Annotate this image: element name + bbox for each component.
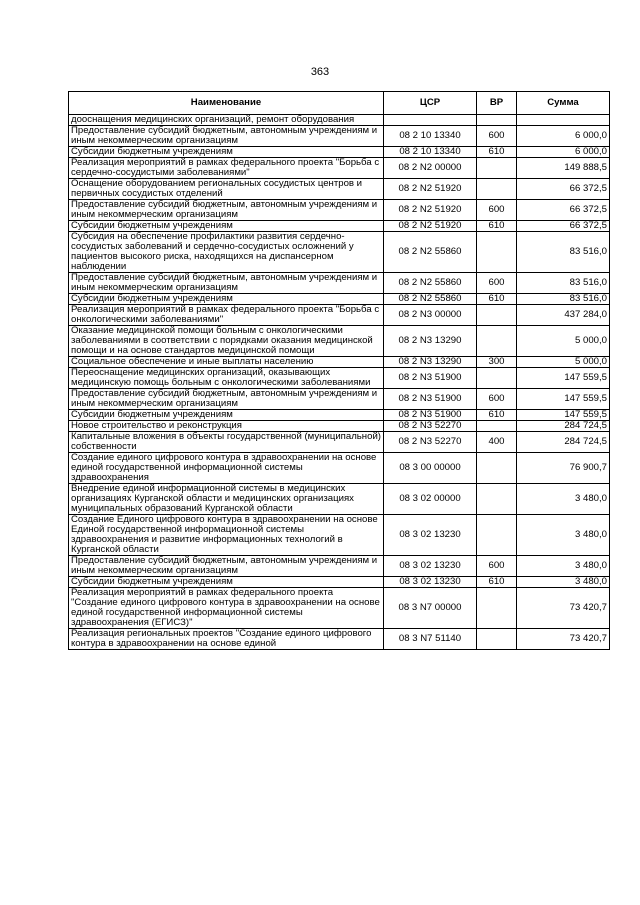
table-row <box>69 588 610 629</box>
row-vr-cell <box>477 158 517 179</box>
row-csr-cell: 08 2 N2 51920 <box>384 179 477 200</box>
row-vr-cell <box>477 368 517 389</box>
row-name-cell: Предоставление субсидий бюджетным, автономным учреждениям и иным некоммерческим организациям <box>69 200 384 221</box>
row-vr-cell: 610 <box>477 147 517 158</box>
row-vr-cell <box>477 453 517 484</box>
row-sum-cell: 73 420,7 <box>517 588 610 629</box>
table-row <box>69 453 610 484</box>
row-vr-cell: 300 <box>477 357 517 368</box>
row-name-cell: Субсидии бюджетным учреждениям <box>69 410 384 421</box>
row-sum-cell: 284 724,5 <box>517 421 610 432</box>
row-sum-cell: 83 516,0 <box>517 232 610 273</box>
row-name-cell: Создание Единого цифрового контура в здравоохранении на основе Единой государственной информационной системы здравоохранения и развитие информационных технологий в Курганской области <box>69 515 384 556</box>
row-sum-cell: 3 480,0 <box>517 577 610 588</box>
row-csr-cell: 08 3 00 00000 <box>384 453 477 484</box>
row-csr-cell: 08 2 10 13340 <box>384 126 477 147</box>
row-csr-cell: 08 2 10 13340 <box>384 147 477 158</box>
row-csr-cell: 08 2 N3 51900 <box>384 368 477 389</box>
row-name-cell: Новое строительство и реконструкция <box>69 421 384 432</box>
row-name-cell: Предоставление субсидий бюджетным, автономным учреждениям и иным некоммерческим организациям <box>69 556 384 577</box>
row-vr-cell <box>477 232 517 273</box>
row-name-cell: Реализация мероприятий в рамках федерального проекта "Создание единого цифрового контура в здравоохранении на основе единой государственной информационной системы здравоохранения (ЕГИСЗ)" <box>69 588 384 629</box>
row-csr-cell: 08 2 N3 52270 <box>384 432 477 453</box>
page-number: 363 <box>310 66 330 78</box>
row-name-cell: Субсидии бюджетным учреждениям <box>69 221 384 232</box>
header-name: Наименование <box>69 92 384 115</box>
row-csr-cell: 08 3 N7 00000 <box>384 588 477 629</box>
row-vr-cell: 610 <box>477 221 517 232</box>
row-sum-cell: 66 372,5 <box>517 200 610 221</box>
table-row <box>69 305 610 326</box>
row-csr-cell: 08 2 N2 55860 <box>384 273 477 294</box>
row-name-cell: Предоставление субсидий бюджетным, автономным учреждениям и иным некоммерческим организациям <box>69 389 384 410</box>
row-vr-cell: 610 <box>477 294 517 305</box>
row-csr-cell: 08 2 N3 13290 <box>384 357 477 368</box>
row-name-cell: Предоставление субсидий бюджетным, автономным учреждениям и иным некоммерческим организациям <box>69 273 384 294</box>
row-csr-cell: 08 2 N3 51900 <box>384 410 477 421</box>
row-name-cell: Реализация региональных проектов "Создание единого цифрового контура в здравоохранении на основе единой <box>69 629 384 650</box>
row-sum-cell: 3 480,0 <box>517 484 610 515</box>
row-vr-cell <box>477 629 517 650</box>
row-name-cell: Субсидии бюджетным учреждениям <box>69 294 384 305</box>
row-sum-cell: 147 559,5 <box>517 389 610 410</box>
row-csr-cell: 08 3 02 00000 <box>384 484 477 515</box>
row-vr-cell: 600 <box>477 126 517 147</box>
row-csr-cell: 08 2 N2 55860 <box>384 232 477 273</box>
row-csr-cell: 08 3 02 13230 <box>384 556 477 577</box>
row-sum-cell: 284 724,5 <box>517 432 610 453</box>
table-row <box>69 410 610 421</box>
row-vr-cell <box>477 305 517 326</box>
table-row <box>69 200 610 221</box>
row-name-cell: Предоставление субсидий бюджетным, автономным учреждениям и иным некоммерческим организациям <box>69 126 384 147</box>
row-sum-cell: 73 420,7 <box>517 629 610 650</box>
row-vr-cell: 600 <box>477 556 517 577</box>
row-csr-cell: 08 2 N3 52270 <box>384 421 477 432</box>
table-row <box>69 147 610 158</box>
row-name-cell: Оказание медицинской помощи больным с онкологическими заболеваниями в соответствии с порядками оказания медицинской помощи и на основе стандартов медицинской помощи <box>69 326 384 357</box>
row-csr-cell: 08 3 N7 51140 <box>384 629 477 650</box>
table-row <box>69 232 610 273</box>
row-sum-cell: 6 000,0 <box>517 147 610 158</box>
row-csr-cell: 08 3 02 13230 <box>384 515 477 556</box>
budget-table <box>68 91 610 650</box>
row-vr-cell: 400 <box>477 432 517 453</box>
header-csr: ЦСР <box>384 92 477 115</box>
table-row <box>69 115 610 126</box>
row-name-cell: Субсидии бюджетным учреждениям <box>69 147 384 158</box>
row-vr-cell: 610 <box>477 410 517 421</box>
row-vr-cell: 600 <box>477 200 517 221</box>
row-csr-cell: 08 2 N2 55860 <box>384 294 477 305</box>
row-sum-cell: 66 372,5 <box>517 221 610 232</box>
table-body <box>69 115 610 650</box>
row-sum-cell: 66 372,5 <box>517 179 610 200</box>
row-sum-cell <box>517 115 610 126</box>
table-row <box>69 326 610 357</box>
row-sum-cell: 5 000,0 <box>517 357 610 368</box>
row-vr-cell: 600 <box>477 273 517 294</box>
row-sum-cell: 437 284,0 <box>517 305 610 326</box>
table-row <box>69 368 610 389</box>
table-row <box>69 273 610 294</box>
row-sum-cell: 149 888,5 <box>517 158 610 179</box>
table-row <box>69 357 610 368</box>
row-name-cell: Создание единого цифрового контура в здравоохранении на основе единой государственной информационной системы здравоохранения <box>69 453 384 484</box>
row-sum-cell: 147 559,5 <box>517 368 610 389</box>
row-vr-cell: 600 <box>477 389 517 410</box>
row-vr-cell <box>477 515 517 556</box>
header-vr: ВР <box>477 92 517 115</box>
table-row <box>69 484 610 515</box>
row-sum-cell: 3 480,0 <box>517 556 610 577</box>
row-vr-cell <box>477 421 517 432</box>
row-vr-cell: 610 <box>477 577 517 588</box>
row-vr-cell <box>477 484 517 515</box>
row-vr-cell <box>477 115 517 126</box>
table-row <box>69 577 610 588</box>
row-name-cell: Оснащение оборудованием региональных сосудистых центров и первичных сосудистых отделений <box>69 179 384 200</box>
row-vr-cell <box>477 326 517 357</box>
row-name-cell: Реализация мероприятий в рамках федерального проекта "Борьба с сердечно-сосудистыми заболеваниями" <box>69 158 384 179</box>
row-name-cell: Внедрение единой информационной системы в медицинских организациях Курганской области и медицинских организациях муниципальных образований Курганской области <box>69 484 384 515</box>
row-csr-cell: 08 2 N2 51920 <box>384 221 477 232</box>
row-vr-cell <box>477 179 517 200</box>
row-csr-cell: 08 2 N2 00000 <box>384 158 477 179</box>
row-sum-cell: 83 516,0 <box>517 294 610 305</box>
row-sum-cell: 5 000,0 <box>517 326 610 357</box>
row-csr-cell: 08 2 N3 51900 <box>384 389 477 410</box>
table-header-row <box>69 92 610 115</box>
table-row <box>69 179 610 200</box>
row-csr-cell: 08 2 N3 00000 <box>384 305 477 326</box>
table-row <box>69 556 610 577</box>
row-sum-cell: 83 516,0 <box>517 273 610 294</box>
header-sum: Сумма <box>517 92 610 115</box>
row-name-cell: Переоснащение медицинских организаций, оказывающих медицинскую помощь больным с онкологическими заболеваниями <box>69 368 384 389</box>
table-row <box>69 221 610 232</box>
row-sum-cell: 147 559,5 <box>517 410 610 421</box>
row-name-cell: дооснащения медицинских организаций, ремонт оборудования <box>69 115 384 126</box>
row-name-cell: Реализация мероприятий в рамках федерального проекта "Борьба с онкологическими заболеваниями" <box>69 305 384 326</box>
table-row <box>69 432 610 453</box>
row-name-cell: Субсидии бюджетным учреждениям <box>69 577 384 588</box>
table-row <box>69 629 610 650</box>
row-csr-cell: 08 2 N2 51920 <box>384 200 477 221</box>
row-csr-cell <box>384 115 477 126</box>
table-row <box>69 421 610 432</box>
row-sum-cell: 6 000,0 <box>517 126 610 147</box>
row-sum-cell: 3 480,0 <box>517 515 610 556</box>
table-row <box>69 389 610 410</box>
row-name-cell: Субсидия на обеспечение профилактики развития сердечно-сосудистых заболеваний и сердечно-сосудистых осложнений у пациентов высокого риска, находящихся на диспансерном наблюдении <box>69 232 384 273</box>
table-row <box>69 158 610 179</box>
row-name-cell: Социальное обеспечение и иные выплаты населению <box>69 357 384 368</box>
row-csr-cell: 08 3 02 13230 <box>384 577 477 588</box>
table-row <box>69 126 610 147</box>
table-row <box>69 294 610 305</box>
row-csr-cell: 08 2 N3 13290 <box>384 326 477 357</box>
row-sum-cell: 76 900,7 <box>517 453 610 484</box>
row-name-cell: Капитальные вложения в объекты государственной (муниципальной) собственности <box>69 432 384 453</box>
table-row <box>69 515 610 556</box>
row-vr-cell <box>477 588 517 629</box>
